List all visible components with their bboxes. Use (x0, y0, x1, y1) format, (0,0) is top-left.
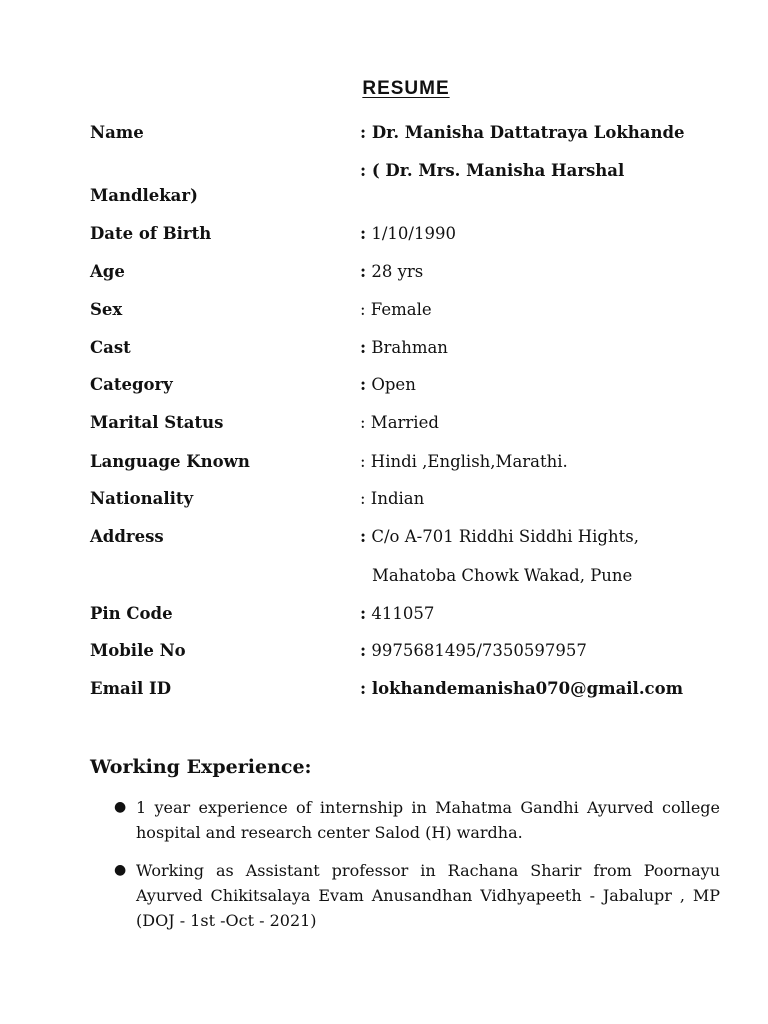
experience-item (114, 858, 720, 933)
language-value: : Hindi ,English,Marathi. (360, 452, 568, 471)
bullet-icon: ● (114, 799, 127, 815)
address-line2: Mahatoba Chowk Wakad, Pune (372, 566, 633, 585)
dob-label: Date of Birth (90, 224, 212, 243)
dob-text: 1/10/1990 (371, 224, 456, 243)
nationality-value: : Indian (360, 489, 425, 508)
bullet-icon: ● (114, 862, 127, 878)
mobile-text: 9975681495/7350597957 (371, 641, 587, 660)
email-label: Email ID (90, 679, 172, 698)
age-text: 28 yrs (371, 262, 424, 281)
resume-title (0, 78, 768, 100)
experience-item-text: Working as Assistant professor in Rachana Sharir from Poornayu Ayurved Chikitsalaya Evam Anusandhan Vidhyapeeth - Jabalupr , MP (DOJ - 1st -Oct - 2021) (136, 861, 720, 930)
mobile-label: Mobile No (90, 641, 186, 660)
name-label: Name (90, 123, 144, 142)
age-label: Age (90, 262, 125, 281)
dob-value (360, 224, 456, 243)
mobile-value (360, 641, 587, 660)
cast-value (360, 338, 448, 357)
pin-value (360, 604, 434, 623)
age-colon: : (360, 262, 367, 281)
alt-name-wrap: Mandlekar) (90, 186, 198, 205)
language-label: Language Known (90, 452, 250, 471)
marital-label: Marital Status (90, 413, 224, 432)
pin-colon: : (360, 604, 367, 623)
sex-label: Sex (90, 300, 123, 319)
marital-value: : Married (360, 413, 439, 432)
age-value (360, 262, 423, 281)
sex-value: : Female (360, 300, 432, 319)
experience-heading: Working Experience: (90, 756, 312, 778)
address-colon: : (360, 527, 367, 546)
address-value (360, 527, 639, 546)
dob-colon: : (360, 224, 367, 243)
experience-item (114, 795, 720, 845)
pin-label: Pin Code (90, 604, 173, 623)
cast-label: Cast (90, 338, 131, 357)
category-text: Open (371, 375, 416, 394)
resume-title-text: RESUME (362, 78, 450, 99)
address-text: C/o A-701 Riddhi Siddhi Hights, (371, 527, 639, 546)
mobile-colon: : (360, 641, 367, 660)
category-value (360, 375, 416, 394)
cast-colon: : (360, 338, 367, 357)
category-label: Category (90, 375, 173, 394)
email-value: : lokhandemanisha070@gmail.com (360, 679, 684, 698)
name-value: : Dr. Manisha Dattatraya Lokhande (360, 123, 685, 142)
pin-text: 411057 (371, 604, 435, 623)
category-colon: : (360, 375, 367, 394)
address-label: Address (90, 527, 164, 546)
experience-item-text: 1 year experience of internship in Mahatma Gandhi Ayurved college hospital and research center Salod (H) wardha. (136, 798, 720, 842)
nationality-label: Nationality (90, 489, 194, 508)
alt-name-value: : ( Dr. Mrs. Manisha Harshal (360, 161, 625, 180)
cast-text: Brahman (371, 338, 448, 357)
